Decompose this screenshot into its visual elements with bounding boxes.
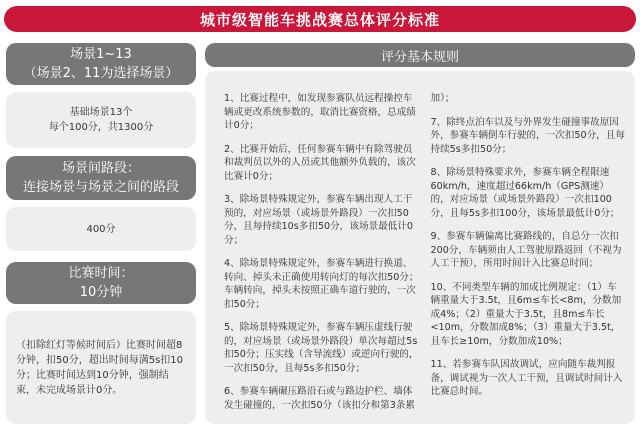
inter-section-header: 场景间路段： 连接场景与场景之间的路段 bbox=[6, 156, 196, 200]
rule-7: 7、除终点泊车以及与外界发生碰撞事故原因外，参赛车辆倒车行驶的，一次扣50分，且每持续5s多扣50分； bbox=[430, 116, 625, 155]
rule-4: 4、除场景特殊规定外，参赛车辆进行换道、转向、掉头未正确使用转向灯的每次扣50分；车辆转向，掉头未按照正确车道行驶的，一次扣50分； bbox=[224, 258, 419, 310]
rule-3: 3、除场景特殊规定外，参赛车辆出现人工干预的，对应场景（或场景外路段）一次扣50分，且每持续10s多扣50分，该场景最低计0分； bbox=[224, 194, 414, 246]
rule-5: 5、除场景特殊规定外，参赛车辆压虚线行驶的，对应场景（或场景外路段）单次每超过5s扣50分；压实线（含导流线）或逆向行驶的，一次扣50分，且每5s多扣50分； bbox=[224, 322, 419, 374]
rules-header: 评分基本规则 bbox=[205, 43, 635, 67]
rules-panel bbox=[205, 71, 635, 424]
rule-9: 9、参赛车辆偏离比赛路线的，自总分一次扣200分，车辆须由人工驾驶原路返回（不视为人工干预），所用时间计入比赛总时间； bbox=[430, 231, 622, 269]
match-time-header: 比赛时间： 10分钟 bbox=[6, 262, 196, 304]
scenes-score: 基础场景13个 每个100分，共1300分 bbox=[6, 92, 196, 148]
rule-11: 11、若参赛车队因故调试，应向随车裁判报备，调试视为一次人工干预，且调试时间计入比赛总时间。 bbox=[430, 359, 623, 397]
rule-6: 6、参赛车辆碾压路沿石或与路边护栏、墙体发生碰撞的，一次扣50分（该扣分和第3条累 bbox=[224, 386, 415, 411]
rule-1: 1、比赛过程中，如发现参赛队员远程操控车辆或更改系统参数的，取消比赛资格，总成绩计0分； bbox=[224, 93, 416, 131]
page-title: 城市级智能车挑战赛总体评分标准 bbox=[4, 6, 636, 32]
match-time-rules: （扣除红灯等候时间后）比赛时间超8分钟，扣50分，超出时间每满5s扣10分；比赛时间达到10分钟，强制结束，未完成场景计0分。 bbox=[6, 311, 196, 424]
rule-8: 8、除场景特殊要求外，参赛车辆全程限速60km/h，速度超过66km/h（GPS测速）的，对应场景（或场景外路段）一次扣100分，且每5s多扣100分，该场景最低计0分； bbox=[430, 167, 620, 219]
rules-column-right bbox=[431, 92, 626, 424]
rule-10: 10、不同类型车辆的加成比例规定：（1）车辆重量大于3.5t，且6m≤车长<8m，分数加成4%；（2）重量大于3.5t，且8m≤车长<10m，分数加成8%；（3）重量大于3.5t，且车长≥10m，分数加成10%； bbox=[430, 281, 622, 347]
rule-2: 2、比赛开始后，任何参赛车辆中有除驾驶员和裁判员以外的人员或其他额外负载的，该次比赛计0分； bbox=[224, 143, 416, 182]
scenes-header: 场景1~13 （场景2、11为选择场景） bbox=[6, 43, 196, 85]
inter-section-score: 400分 bbox=[6, 207, 196, 251]
rules-column-left bbox=[224, 92, 419, 424]
rule-6-continued: 加）； bbox=[430, 93, 455, 104]
